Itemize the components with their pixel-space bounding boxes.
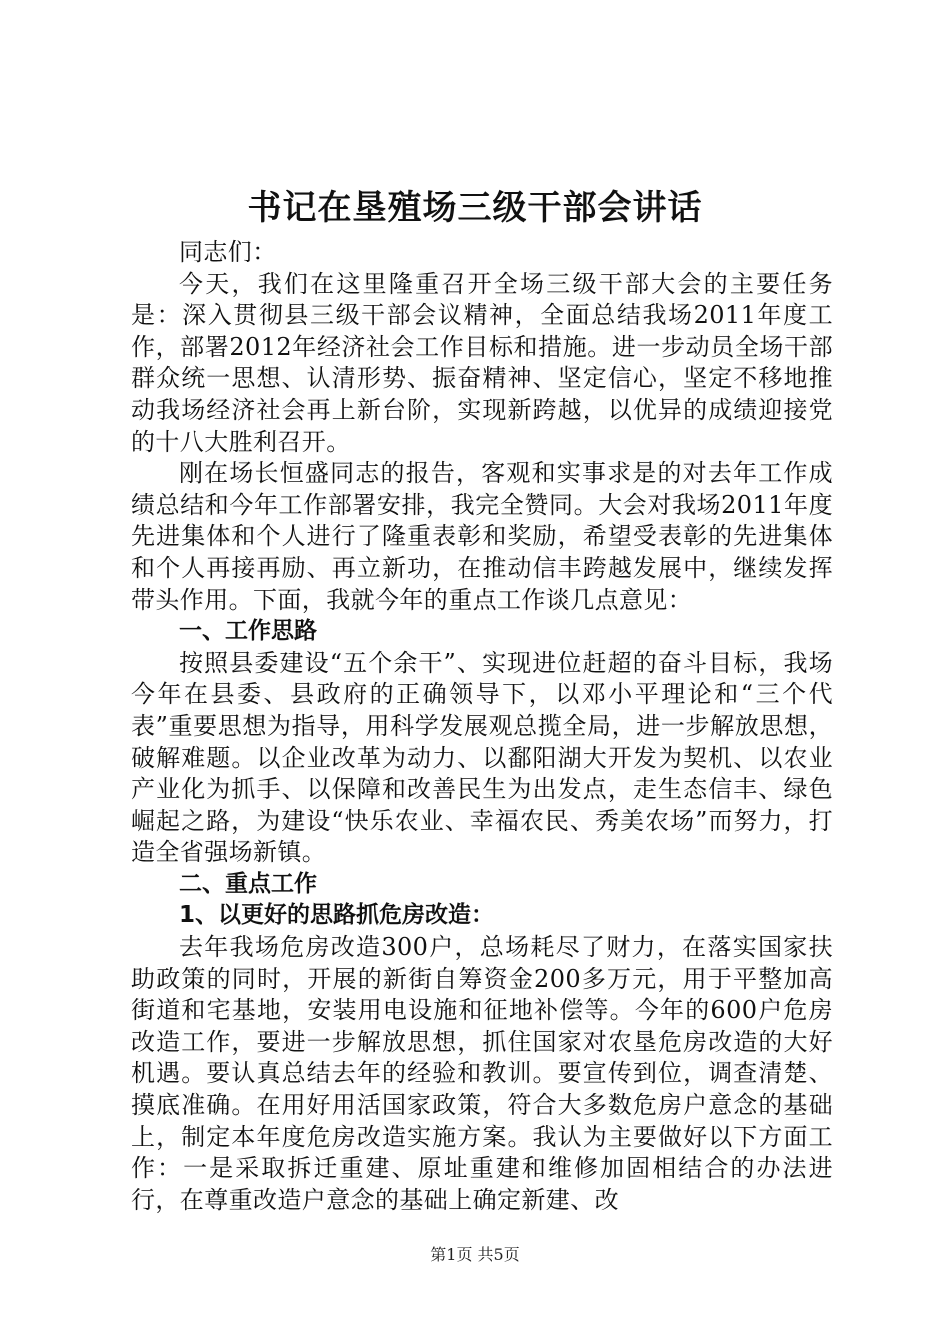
subsection-heading-housing: 1、以更好的思路抓危房改造： [179,902,495,929]
document-body [131,237,833,1216]
salutation: 同志们： [179,238,277,266]
report-paragraph: 刚在场长恒盛同志的报告，客观和实事求是的对去年工作成绩总结和今年工作部署安排，我完全赞同。大会对我场2011年度先进集体和个人进行了隆重表彰和奖励，希望受表彰的先进集体和个人再接再励、再立新功，在推动信丰跨越发展中，继续发挥带头作用。下面，我就今年的重点工作谈几点意见： [131,459,833,614]
document-title: 书记在垦殖场三级干部会讲话 [247,188,703,228]
work-ideas-paragraph: 按照县委建设“五个余干”、实现进位赶超的奋斗目标，我场今年在县委、县政府的正确领导下，以邓小平理论和“三个代表”重要思想为指导，用科学发展观总揽全局，进一步解放思想，破解难题。以企业改革为动力、以鄱阳湖大开发为契机、以农业产业化为抓手、以保障和改善民生为出发点，走生态信丰、绿色崛起之路，为建设“快乐农业、幸福农民、秀美农场”而努力，打造全省强场新镇。 [131,648,833,867]
page-footer: 第1页 共5页 [430,1245,520,1264]
housing-paragraph: 去年我场危房改造300户，总场耗尽了财力，在落实国家扶助政策的同时，开展的新街自筹资金200多万元，用于平整加高街道和宅基地，安装用电设施和征地补偿等。今年的600户危房改造工作，要进一步解放思想，抓住国家对农垦危房改造的大好机遇。要认真总结去年的经验和教训。要宣传到位，调查清楚、摸底准确。在用好用活国家政策，符合大多数危房户意念的基础上，制定本年度危房改造实施方案。我认为主要做好以下方面工作：一是采取拆迁重建、原址重建和维修加固相结合的办法进行，在尊重改造户意念的基础上确定新建、改 [131,933,833,1214]
section-heading-key-work: 二、重点工作 [179,870,317,897]
section-heading-work-ideas: 一、工作思路 [179,618,317,645]
intro-paragraph: 今天，我们在这里隆重召开全场三级干部大会的主要任务是：深入贯彻县三级干部会议精神，全面总结我场2011年度工作，部署2012年经济社会工作目标和措施。进一步动员全场干部群众统一思想、认清形势、振奋精神、坚定信心，坚定不移地推动我场经济社会再上新台阶，实现新跨越，以优异的成绩迎接党的十八大胜利召开。 [131,269,833,456]
